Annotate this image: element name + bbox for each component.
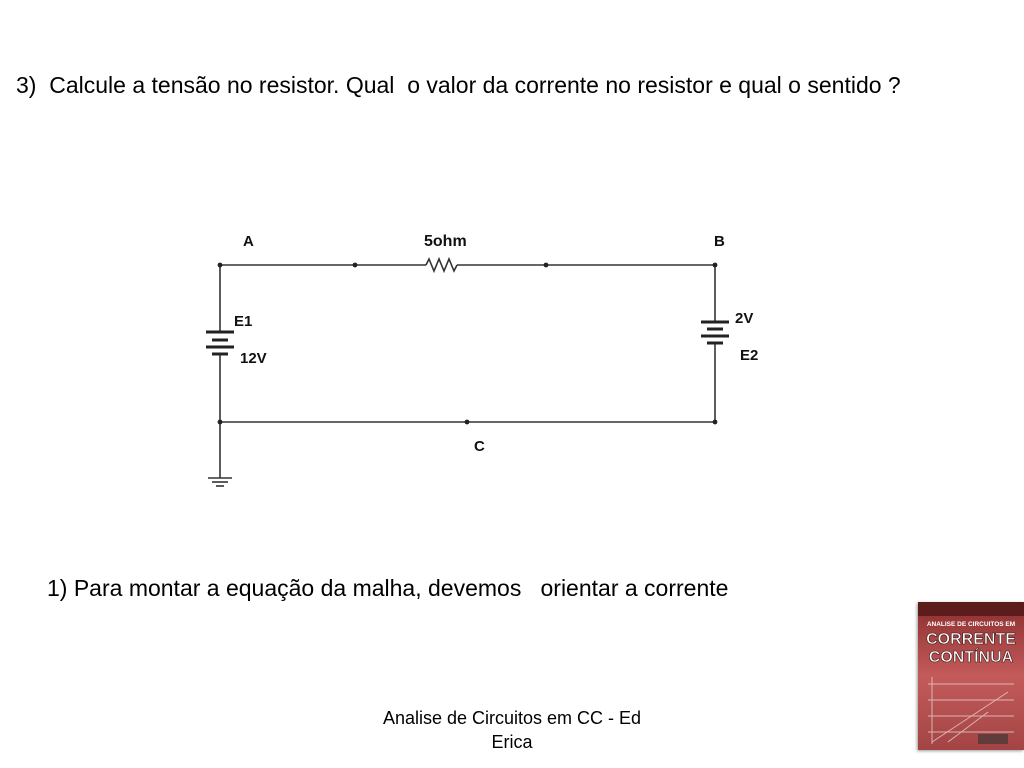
footer-caption [342,706,682,754]
e1-value-label: 12V [240,350,267,367]
book-cover-title-line1: CORRENTE [926,631,1016,648]
footer-line: Analise de Circuitos em CC - Ed [382,708,642,728]
book-cover-top-text: ANALISE DE CIRCUITOS EM [926,621,1016,628]
node-a-label: A [243,233,254,250]
e1-name-label: E1 [234,313,253,330]
step-text: 1) Para montar a equação da malha, devemos orientar a corrente [47,575,729,601]
resistor-label: 5ohm [424,233,467,250]
junction-dot [713,420,718,425]
book-cover-image [918,602,1024,750]
e2-value-label: 2V [735,310,754,327]
junction-dot [353,263,358,268]
junction-dot [218,263,223,268]
e2-name-label: E2 [740,347,759,364]
ground-symbol [208,478,232,486]
junction-dot [544,263,549,268]
junction-dot [218,420,223,425]
junction-dot [465,420,470,425]
book-cover-title-line2: CONTÍNUA [928,649,1014,666]
battery-e1 [206,332,234,354]
junction-dot [713,263,718,268]
node-c-label: C [474,438,485,455]
resistor-symbol [426,259,457,271]
footer-line: Erica [491,732,533,752]
question-text: 3) Calcule a tensão no resistor. Qual o valor da corrente no resistor e qual o sentido ? [16,72,901,98]
node-b-label: B [714,233,725,250]
battery-e2 [701,322,729,343]
